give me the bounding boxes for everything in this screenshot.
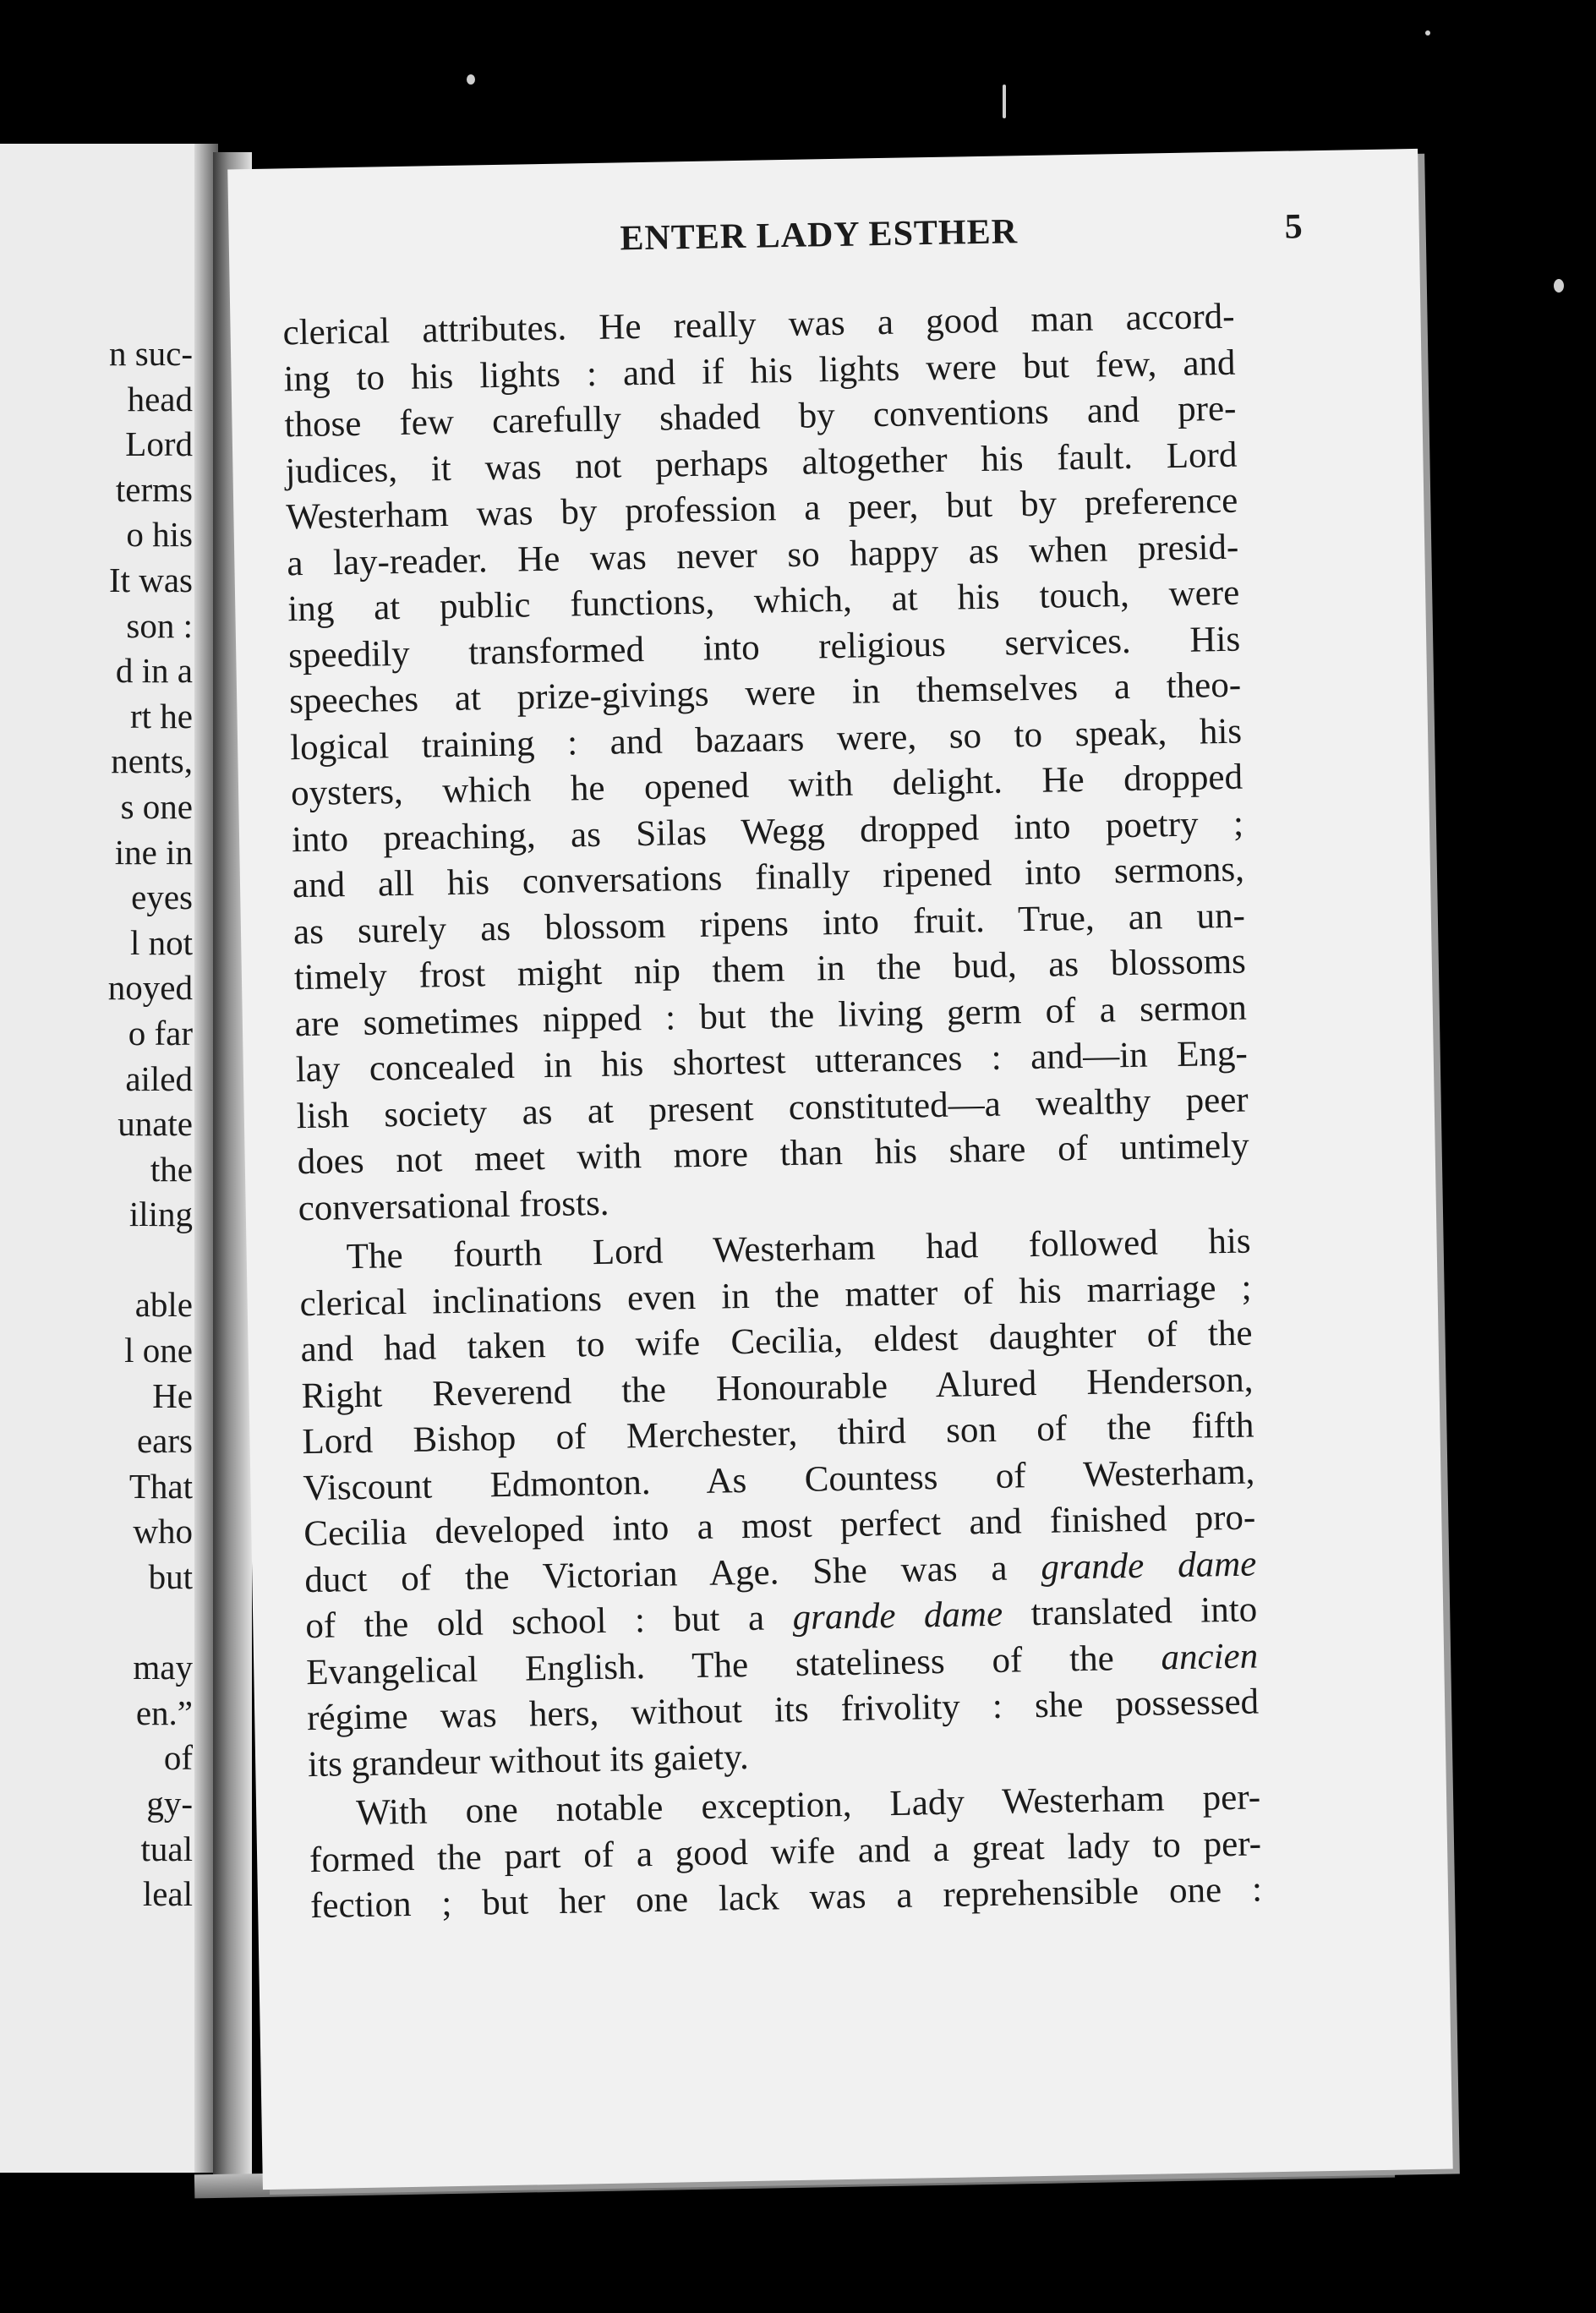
text-line: Right Reverend the Honourable Alured Henderson, — [301, 1359, 1254, 1416]
left-line: Lord — [125, 424, 193, 464]
text-line: logical training : and bazaars were, so to speak, his — [289, 711, 1243, 768]
left-line: n suc- — [108, 334, 193, 373]
text-line: into preaching, as Silas Wegg dropped into poetry ; — [291, 803, 1244, 860]
left-line: the — [150, 1149, 193, 1189]
left-line: ine in — [114, 832, 193, 872]
left-line: d in a — [115, 651, 193, 691]
left-line — [0, 1600, 193, 1646]
text-line: and all his conversations finally ripened into sermons, — [292, 849, 1245, 906]
text-line: lay concealed in his shortest utterances : and—in Eng- — [295, 1033, 1249, 1091]
running-head — [497, 206, 1303, 271]
text-line: conversational frosts. — [298, 1183, 609, 1228]
left-line: unate — [118, 1104, 193, 1144]
left-line: iling — [128, 1195, 193, 1234]
text-line: are sometimes nipped : but the living germ of a sermon — [294, 987, 1248, 1044]
left-line: rt he — [130, 696, 193, 735]
left-line — [0, 1238, 193, 1283]
left-line: eyes — [131, 878, 193, 917]
left-line: o far — [128, 1013, 193, 1053]
text-line: Westerham was by profession a peer, but by preference — [286, 480, 1238, 538]
text-line: its grandeur without its gaiety. — [307, 1736, 750, 1785]
left-page-text — [0, 331, 193, 1917]
text-line: those few carefully shaded by conventions and pre- — [284, 388, 1237, 446]
left-line: ailed — [125, 1058, 193, 1098]
dust-speck — [1425, 30, 1430, 36]
left-line: tual — [140, 1829, 193, 1868]
left-line: head — [127, 379, 193, 418]
text-line: With one notable exception, Lady Westerham per- — [355, 1777, 1261, 1834]
text-line: régime was hers, without its frivolity : she possessed — [306, 1681, 1260, 1739]
paragraph — [298, 1219, 1260, 1789]
left-line: terms — [115, 469, 193, 509]
left-line: able — [134, 1285, 193, 1325]
left-line: s one — [120, 786, 193, 826]
text-line: formed the part of a good wife and a great lady to per- — [309, 1823, 1262, 1880]
left-line: It was — [108, 560, 193, 599]
text-line: The fourth Lord Westerham had followed his — [346, 1221, 1251, 1277]
text-line: as surely as blossom ripens into fruit. True, an un- — [292, 895, 1246, 952]
left-line: o his — [126, 515, 193, 555]
text-line: duct of the Victorian Age. She was a grande dame — [303, 1543, 1257, 1600]
left-line: gy- — [146, 1784, 193, 1823]
left-line: l one — [124, 1331, 193, 1370]
left-line: noyed — [107, 968, 193, 1008]
page-number: 5 — [1284, 207, 1304, 247]
text-line: a lay-reader. He was never so happy as when presid- — [286, 527, 1239, 583]
text-line: speeches at prize-givings were in themselves a theo- — [288, 664, 1242, 722]
body-text — [282, 294, 1262, 1930]
left-line: He — [152, 1375, 193, 1415]
left-line: ears — [136, 1421, 193, 1461]
left-line: but — [148, 1557, 193, 1597]
left-line: may — [133, 1648, 193, 1687]
text-line: Viscount Edmonton. As Countess of Westerham, — [303, 1452, 1255, 1508]
text-line: Cecilia developed into a most perfect and finished pro- — [303, 1497, 1256, 1555]
paragraph — [282, 294, 1250, 1232]
text-line: ing to his lights : and if his lights were but few, and — [283, 342, 1236, 399]
text-line: clerical inclinations even in the matter of his marriage ; — [299, 1267, 1252, 1324]
left-line: en.” — [135, 1692, 193, 1732]
text-line: Lord Bishop of Merchester, third son of the fifth — [302, 1405, 1254, 1463]
text-line: oysters, which he opened with delight. He dropped — [290, 757, 1243, 814]
right-page — [227, 149, 1452, 2190]
text-line: and had taken to wife Cecilia, eldest daughter of the — [300, 1313, 1253, 1370]
left-line: That — [128, 1466, 193, 1506]
left-line: of — [163, 1738, 193, 1778]
text-line: timely frost might nip them in the bud, as blossoms — [293, 941, 1247, 998]
left-page — [0, 144, 218, 2173]
dust-speck — [1554, 279, 1564, 293]
text-line: ing at public functions, which, at his touch, were — [287, 572, 1240, 630]
left-line: who — [133, 1512, 193, 1551]
left-line: leal — [142, 1874, 193, 1914]
text-line: Evangelical English. The stateliness of the ancien — [305, 1635, 1259, 1692]
running-title: ENTER LADY ESTHER — [620, 212, 1019, 259]
left-line: l not — [129, 922, 193, 962]
left-line: nents, — [111, 741, 193, 781]
text-line: lish society as at present constituted—a wealthy peer — [296, 1080, 1249, 1136]
text-line: clerical attributes. He really was a good man accord- — [282, 296, 1235, 353]
text-line: of the old school : but a grande dame translated into — [304, 1589, 1258, 1647]
dust-speck — [467, 74, 475, 85]
dust-speck — [1003, 85, 1006, 118]
text-line: fection ; but her one lack was a reprehensible one : — [309, 1869, 1263, 1927]
text-line: speedily transformed into religious services. His — [287, 619, 1241, 675]
text-line: does not meet with more than his share of untimely — [297, 1125, 1249, 1183]
paragraph — [309, 1774, 1263, 1929]
text-line: judices, it was not perhaps altogether his fault. Lord — [285, 435, 1238, 491]
left-line: son : — [126, 605, 193, 645]
